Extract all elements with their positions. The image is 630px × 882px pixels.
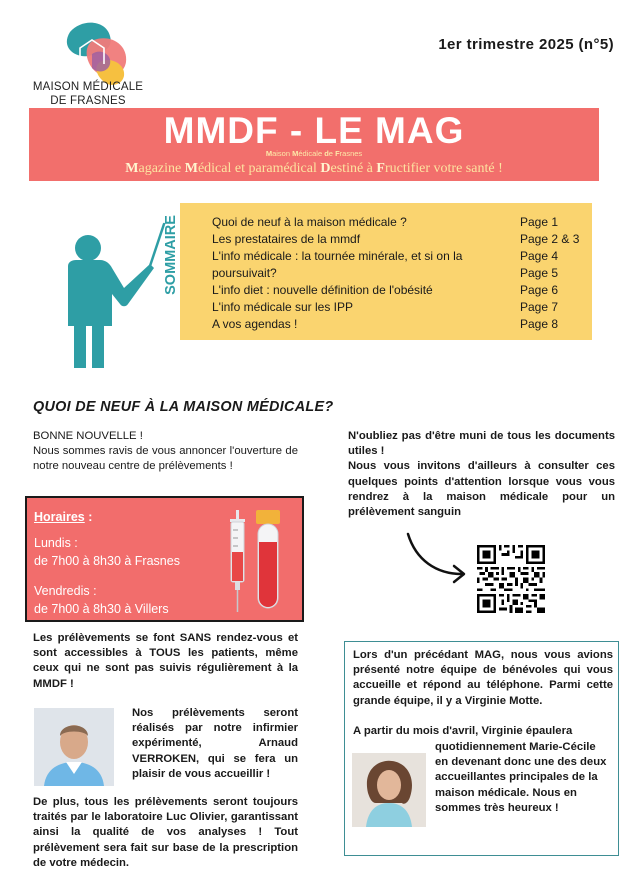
magazine-title: MMDF - LE MAG — [163, 110, 465, 151]
title-banner — [29, 108, 599, 181]
intro-headline: BONNE NOUVELLE ! — [33, 430, 143, 442]
hours-heading-colon: : — [84, 510, 93, 524]
toc-item-page: Page 7 — [520, 300, 559, 314]
intro-paragraph — [33, 429, 298, 475]
blood-tube-icon — [256, 510, 280, 608]
toc-item-title: L'info diet : nouvelle définition de l'obésité — [212, 283, 433, 297]
tagline-part: ructifier votre santé ! — [384, 161, 503, 176]
hours-day-2: Vendredis : — [34, 584, 97, 598]
volunteer-intro: Lors d'un précédant MAG, nous vous avions présenté notre équipe de bénévoles qui vous accueille et répond au téléphone. Parmi cette grande équipe, il y a Virginie Motte. — [353, 649, 613, 707]
volunteer-details: quotidiennement Marie-Cécile en devenant donc une des deux accueillantes principales de la maison médicale. Nous en sommes très heureux ! — [435, 741, 607, 814]
toc-item-page: Page 4 — [520, 249, 559, 263]
banner-tagline — [29, 161, 599, 177]
toc-item-page: Page 8 — [520, 317, 559, 331]
hours-time-1: de 7h00 à 8h30 à Frasnes — [34, 554, 180, 568]
attention-points-text: Nous vous invitons d'ailleurs à consulter ces quelques points d'attention lorsque vous vous rendrez à la maison médicale pour un prélèvement sanguin — [348, 460, 615, 519]
toc-item-title: poursuivait? — [212, 266, 277, 280]
volunteer-photo — [352, 753, 426, 827]
toc-item-page: Page 2 & 3 — [520, 232, 580, 246]
subtitle-part: M — [265, 149, 273, 158]
toc-item-page: Page 5 — [520, 266, 559, 280]
tagline-part: agazine — [138, 161, 185, 176]
subtitle-part: aison — [272, 149, 293, 158]
curved-arrow-icon — [402, 530, 472, 586]
subtitle-part: d — [324, 149, 329, 158]
hours-heading-line — [34, 509, 92, 525]
hours-time-2: de 7h00 à 8h30 à Villers — [34, 602, 169, 616]
nurse-paragraph: Nos prélèvements seront réalisés par notre infirmier expérimenté, Arnaud VERROKEN, qui se fera un plaisir de vous accueillir ! — [132, 707, 298, 780]
walk-in-paragraph: Les prélèvements se font SANS rendez-vous et sont accessibles à TOUS les patients, même ceux qui ne sont pas suivis régulièrement à la MMDF ! — [33, 632, 298, 690]
toc-item-page: Page 1 — [520, 215, 559, 229]
toc-item-title: A vos agendas ! — [212, 317, 298, 331]
toc-item-page: Page 6 — [520, 283, 559, 297]
table-of-contents — [180, 203, 592, 340]
logo-line-2: DE FRASNES — [50, 95, 126, 107]
subtitle-part: M — [292, 149, 299, 158]
tagline-part: M — [125, 161, 139, 176]
subtitle-part: édicale — [298, 149, 325, 158]
tagline-part: D — [320, 161, 331, 176]
subtitle-part: F — [335, 149, 340, 158]
hours-day-1: Lundis : — [34, 536, 78, 550]
documents-paragraph — [348, 429, 615, 520]
intro-text: Nous sommes ravis de vous annoncer l'ouverture de notre nouveau centre de prélèvements ! — [33, 445, 298, 473]
nurse-photo — [34, 708, 114, 786]
toc-item-title: Les prestataires de la mmdf — [212, 232, 361, 246]
sommaire-label — [160, 205, 180, 305]
banner-subtitle — [29, 149, 599, 158]
tagline-part: édical et paramédical — [197, 161, 321, 176]
syringe-and-tube-icon — [218, 506, 288, 616]
toc-item-title: Quoi de neuf à la maison médicale ? — [212, 215, 407, 229]
section-heading: QUOI DE NEUF À LA MAISON MÉDICALE? — [33, 398, 334, 415]
subtitle-part: e — [328, 149, 336, 158]
tagline-part: F — [376, 161, 385, 176]
toc-item-title: L'info médicale : la tournée minérale, et si on la — [212, 249, 463, 263]
hours-heading: Horaires — [34, 510, 85, 524]
toc-item-title: L'info médicale sur les IPP — [212, 300, 354, 314]
issue-label: 1er trimestre 2025 (n°5) — [438, 36, 614, 53]
volunteer-announcement: A partir du mois d'avril, Virginie épaulera — [353, 725, 573, 737]
teacher-pointer-icon — [40, 208, 170, 378]
syringe-icon — [230, 510, 245, 612]
qr-code[interactable] — [477, 545, 545, 613]
tagline-part: estiné à — [330, 161, 377, 176]
documents-reminder: N'oubliez pas d'être muni de tous les documents utiles ! — [348, 430, 615, 458]
logo-line-1: MAISON MÉDICALE — [32, 81, 144, 93]
tagline-part: M — [184, 161, 198, 176]
subtitle-part: rasnes — [339, 149, 363, 158]
laboratory-paragraph: De plus, tous les prélèvements seront toujours traités par le laboratoire Luc Olivier, garantissant ainsi la qualité de vos analyses ! Tout prélèvement sera fait sur base de la prescription de votre médecin. — [33, 796, 298, 869]
logo-text — [26, 80, 150, 108]
sommaire-label-text: SOMMAIRE — [163, 215, 179, 295]
